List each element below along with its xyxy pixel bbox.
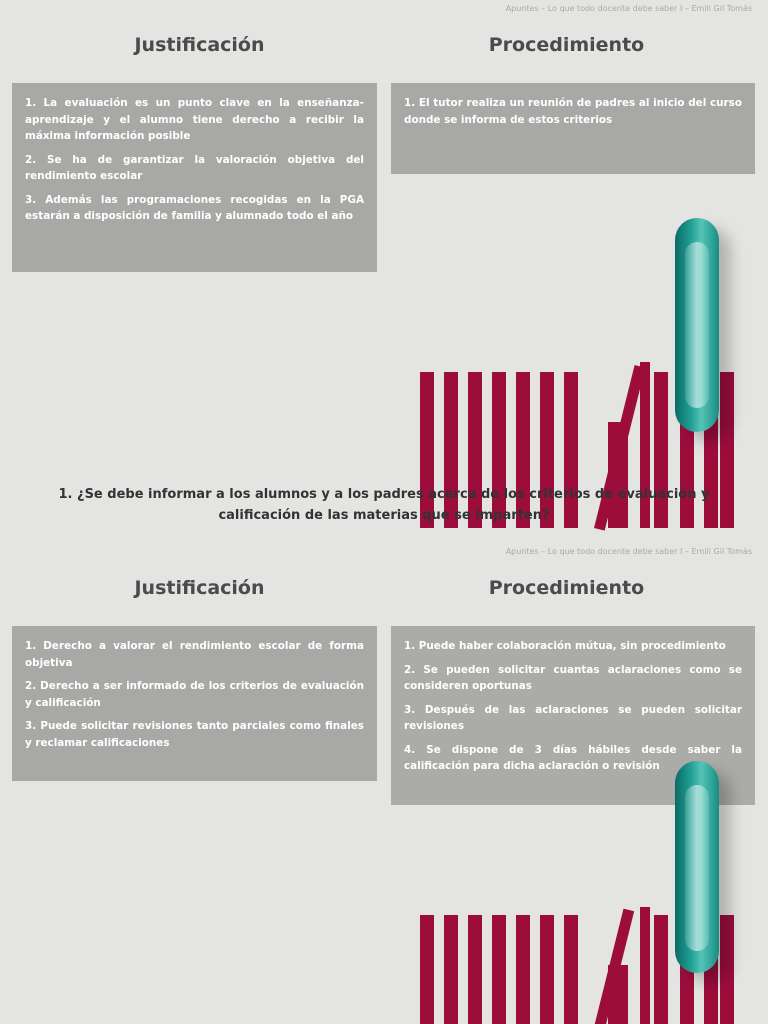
procedimiento-item: 1. El tutor realiza un reunión de padres al inicio del curso donde se informa de estos criterios — [404, 97, 742, 126]
procedimiento-item: 3. Después de las aclaraciones se pueden solicitar revisiones — [404, 703, 742, 732]
header-note: Apuntes – Lo que todo docente debe saber I – Emili Gil Tomás — [505, 4, 752, 13]
justificacion-item: 3. Además las programaciones recogidas en la PGA estarán a disposición de familia y alumnado todo el año — [25, 193, 364, 222]
bar — [492, 915, 506, 1024]
slide-2 — [0, 543, 768, 1024]
justificacion-box — [12, 83, 377, 272]
procedimiento-title: Procedimiento — [488, 34, 645, 56]
justificacion-title: Justificación — [134, 577, 265, 599]
header-note: Apuntes – Lo que todo docente debe saber I – Emili Gil Tomás — [505, 547, 752, 556]
slide-question: 1. ¿Se debe informar a los alumnos y a los padres acerca de los criterios de evaluación y calificación de las materias que se imparten? — [58, 487, 710, 523]
capsule-highlight — [685, 242, 709, 408]
capsule-image — [675, 218, 719, 432]
justificacion-item: 3. Puede solicitar revisiones tanto parciales como finales y reclamar calificaciones — [25, 720, 364, 749]
procedimiento-item: 1. Puede haber colaboración mútua, sin procedimiento — [404, 640, 726, 652]
capsule-image — [675, 761, 719, 973]
procedimiento-box — [391, 83, 755, 174]
bar — [720, 915, 734, 1024]
bar — [608, 965, 628, 1024]
bar — [540, 915, 554, 1024]
justificacion-item: 2. Derecho a ser informado de los criterios de evaluación y calificación — [25, 680, 364, 709]
procedimiento-item: 2. Se pueden solicitar cuantas aclaraciones como se consideren oportunas — [404, 663, 742, 692]
procedimiento-title: Procedimiento — [488, 577, 645, 599]
bar — [654, 915, 668, 1024]
bar — [420, 915, 434, 1024]
justificacion-title: Justificación — [134, 34, 265, 56]
justificacion-item: 2. Se ha de garantizar la valoración objetiva del rendimiento escolar — [25, 153, 364, 182]
bar — [564, 915, 578, 1024]
capsule-highlight — [685, 785, 709, 951]
justificacion-item: 1. La evaluación es un punto clave en la enseñanza-aprendizaje y el alumno tiene derecho a recibir la máxima información posible — [25, 97, 364, 142]
justificacion-item: 1. Derecho a valorar el rendimiento escolar de forma objetiva — [25, 640, 364, 669]
bar — [516, 915, 530, 1024]
bar — [444, 915, 458, 1024]
bar — [468, 915, 482, 1024]
bar — [640, 907, 650, 1024]
procedimiento-item: 4. Se dispone de 3 días hábiles desde saber la calificación para dicha aclaración o revisión — [404, 743, 742, 772]
justificacion-box — [12, 626, 377, 781]
